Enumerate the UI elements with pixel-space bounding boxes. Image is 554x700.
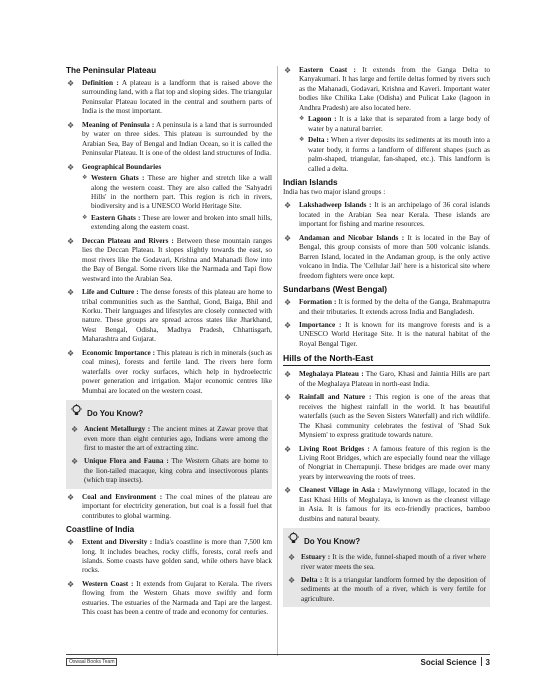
footer-separator (481, 657, 482, 666)
page-footer (421, 657, 490, 667)
bullet-icon: ❖ (284, 298, 292, 308)
bullet-icon: ❖ (284, 320, 292, 330)
section-heading-indian-islands: Indian Islands (283, 177, 338, 187)
bullet-icon: ❖ (284, 233, 292, 243)
bullet-icon: ❖ (67, 492, 75, 502)
sub-bullet-icon: ❖ (82, 175, 88, 182)
bullet-icon: ❖ (67, 120, 75, 130)
list-item: ❖ Importance : It is known for its mangrove forests and is a UNESCO World Heritage Site. It is the natural habitat of the Royal Bengal Tiger. (284, 320, 490, 348)
bullet-icon: ❖ (67, 162, 75, 172)
footer-rule (66, 654, 490, 655)
section-heading-sundarbans: Sundarbans (West Bengal) (283, 285, 388, 295)
bullet-icon: ❖ (67, 236, 75, 246)
section-heading-north-east: Hills of the North-East (283, 353, 490, 366)
bullet-icon: ❖ (288, 576, 296, 586)
section-intro: India has two major island groups : (283, 187, 386, 196)
bullet-icon: ❖ (67, 79, 75, 88)
bullet-icon: ❖ (67, 348, 75, 358)
list-item: ❖ Meaning of Peninsula : A peninsula is a land that is surrounded by water on three sides. This plateau is surrounded by the Arabian Sea, Bay of Bengal and Indian Ocean, so it is called the Peninsular Plateau. It is one of the oldest land structures of India. (67, 120, 273, 158)
bullet-icon: ❖ (284, 66, 292, 75)
do-you-know-title: Do You Know? (87, 408, 144, 418)
sub-item: ❖ Eastern Ghats : These are lower and broken into small hills, extending along the eastern coast. (82, 213, 272, 232)
list-item: ❖ Extent and Diversity : India's coastline is more than 7,500 km long. It includes beaches, rocky cliffs, forests, coral reefs and islands. Some coasts have golden sand, while others have black rocks. (67, 538, 272, 575)
do-you-know-header (70, 404, 268, 422)
bullet-icon: ❖ (284, 393, 292, 403)
right-column (283, 66, 490, 611)
list-item: ❖ Andaman and Nicobar Islands : It is located in the Bay of Bengal, this group consists of more than 500 volcanic islands. Barren Island, located in the Andaman group, is the only active volcano in India. The 'Cellular Jail' here is a historical site where freedom fighters were once kept. (284, 233, 491, 280)
list-item-geographical-boundaries: ❖ Geographical Boundaries ❖ Western Ghats : These are higher and stretch like a wall along the western coast. They are also called the 'Sahyadri Hills' in the northern part. This region is rich in rivers, biodiversity and is a UNESCO World Heritage Site. ❖ Eastern Ghats : These are lower and broken into small hills, extending along the eastern coast. (67, 162, 273, 232)
list-item: ❖ Rainfall and Nature : This region is one of the areas that receives the highest rainfall in the world. It has beautiful waterfalls (such as the Seven Sisters Waterfall) and rich wildlife. The Khasi community celebrates the festival of 'Shad Suk Mynsiem' to express gratitude towards nature. (284, 393, 490, 440)
bullet-icon: ❖ (67, 288, 75, 298)
list-item: ❖ Coal and Environment : The coal mines of the plateau are important for electricity generation, but coal is a fossil fuel that contributes to global warming. (67, 492, 273, 520)
list-item: ❖ Lakshadweep Islands : It is an archipelago of 36 coral islands located in the Arabian Sea near Kerala. These islands are important for fishing and marine resources. (284, 201, 491, 229)
list-item: ❖ Deccan Plateau and Rivers : Between these mountain ranges lies the Deccan Plateau. It slopes slightly towards the east, so most rivers like the Godavari, Krishna and Mahanadi flow into the Bay of Bengal. Some rivers like the Narmada and Tapi flow westward into the Arabian Sea. (67, 236, 273, 283)
bullet-icon: ❖ (67, 579, 75, 589)
sub-item: ❖ Delta : When a river deposits its sediments at its mouth into a water body, it forms a landform of different shapes (such as palm-shaped, triangular, fan-shaped, etc.). This landform is called a delta. (299, 136, 491, 173)
bullet-icon: ❖ (288, 553, 296, 563)
sub-item: ❖ Lagoon : It is a lake that is separated from a large body of water by a natural barrier. (299, 115, 490, 133)
list-item: ❖ Delta : It is a triangular landform formed by the deposition of sediments at the mouth of a river, which is very fertile for agriculture. (288, 576, 487, 603)
list-item: ❖ Life and Culture : The dense forests of this plateau are home to tribal communities such as the Santhal, Gond, Baiga, Bhil and Korku. Their languages and lifestyles are closely connected with nature. These groups are spread across states like Jharkhand, West Bengal, Odisha, Madhya Pradesh, Chhattisgarh, Maharashtra and Gujarat. (67, 288, 273, 344)
column-divider (277, 66, 278, 656)
bullet-icon: ❖ (67, 538, 75, 548)
left-column (66, 66, 272, 622)
list-item: ❖ Formation : It is formed by the delta of the Ganga, Brahmaputra and their tributaries. It extends across India and Bangladesh. (284, 298, 491, 316)
section-heading-peninsular-plateau: The Peninsular Plateau (66, 66, 157, 75)
sub-bullet-icon: ❖ (299, 137, 305, 144)
bullet-icon: ❖ (284, 486, 292, 496)
bullet-icon: ❖ (71, 425, 79, 435)
list-item: ❖ Ancient Metallurgy : The ancient mines at Zawar prove that even more than eight centuries ago, Indians were among the first to master the art of extracting zinc. (71, 425, 268, 452)
bullet-icon: ❖ (284, 201, 292, 211)
list-item: ❖ Estuary : It is the wide, funnel-shaped mouth of a river where river water meets the sea. (288, 553, 486, 571)
bullet-icon: ❖ (284, 444, 292, 454)
list-item: ❖ Cleanest Village in Asia : Mawlynnong village, located in the East Khasi Hills of Meghalaya, is known as the cleanest village in Asia. It is famous for its eco-friendly practices, bamboo dustbins and natural beauty. (284, 486, 490, 523)
list-item: ❖ Unique Flora and Fauna : The Western Ghats are home to the lion-tailed macaque, king cobra and insectivorous plants (which trap insects). (71, 457, 268, 485)
list-item: ❖ Meghalaya Plateau : The Garo, Khasi and Jaintia Hills are part of the Meghalaya Plateau in north-east India. (284, 370, 490, 388)
list-item: ❖ Economic Importance : This plateau is rich in minerals (such as coal mines), forests and fertile land. The rivers here form waterfalls over rocky surfaces, which help in hydroelectric power generation and irrigation. Major economic centres like Mumbai are located on the western coast. (67, 348, 272, 395)
sub-bullet-icon: ❖ (82, 214, 88, 221)
footer-subject: Social Science (420, 658, 477, 667)
lightbulb-icon (70, 404, 83, 422)
section-heading-coastline: Coastline of India (66, 525, 135, 535)
do-you-know-box (66, 400, 272, 489)
publisher-stamp: Oswaal Books Team (66, 658, 117, 666)
bullet-icon: ❖ (71, 457, 79, 467)
do-you-know-box (283, 528, 490, 607)
do-you-know-title: Do You Know? (304, 536, 361, 546)
bullet-icon: ❖ (284, 370, 292, 380)
list-item: ❖ Western Coast : It extends from Gujarat to Kerala. The rivers flowing from the Western Ghats move swiftly and form estuaries. The estuaries of the Narmada and Tapi are the largest. This coast has been a centre of trade and economy for centuries. (67, 579, 272, 617)
list-item: ❖ Living Root Bridges : A famous feature of this region is the Living Root Bridges, which are especially found near the village of Nongriat in Cherrapunji. These bridges are made over many years by interweaving the roots of trees. (284, 444, 490, 481)
sub-item: ❖ Western Ghats : These are higher and stretch like a wall along the western coast. They are also called the 'Sahyadri Hills' in the northern part. This region is rich in rivers, biodiversity and is a UNESCO World Heritage Site. (82, 174, 273, 211)
list-item: ❖ Definition : A plateau is a landform that is raised above the surrounding land, with a flat top and sloping sides. The triangular Peninsular Plateau located in the central and southern parts of India is the most important. (67, 79, 272, 116)
lightbulb-icon (287, 532, 300, 550)
page-number: 3 (485, 658, 490, 667)
do-you-know-header (287, 532, 486, 550)
list-item-eastern-coast: ❖ Eastern Coast : It extends from the Ganga Delta to Kanyakumari. It has large and fertile deltas formed by rivers such as the Mahanadi, Godavari, Krishna and Kaveri. Important water bodies like Chilika Lake (Odisha) and Pulicat Lake (lagoon in Andhra Pradesh) are also located here. ❖ Lagoon : It is a lake that is separated from a large body of water by a natural barrier. ❖ Delta : When a river deposits its sediments at its mouth into a water body, it forms a landform of different shapes (such as palm-shaped, triangular, fan-shaped, etc.). This landform is called a delta. (284, 66, 491, 173)
sub-bullet-icon: ❖ (299, 116, 305, 123)
